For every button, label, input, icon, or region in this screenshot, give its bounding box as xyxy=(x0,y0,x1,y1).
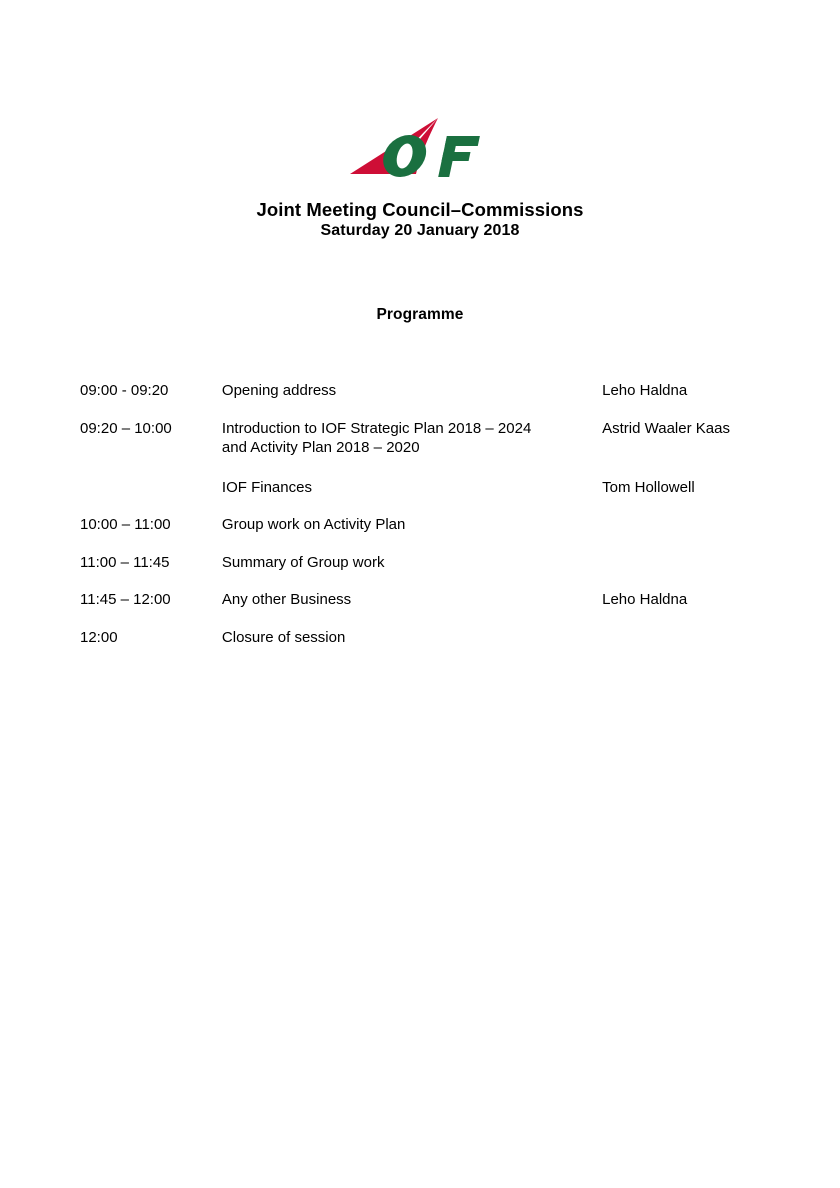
row-time: 12:00 xyxy=(80,628,118,646)
table-row xyxy=(80,478,770,498)
table-row xyxy=(80,419,770,458)
row-spacer xyxy=(80,458,770,478)
row-person xyxy=(602,515,770,535)
row-item-line1: Summary of Group work xyxy=(221,553,385,571)
logo-container xyxy=(0,112,840,184)
section-heading-programme: Programme xyxy=(376,306,464,323)
row-time: 09:00 - 09:20 xyxy=(80,382,169,399)
row-item xyxy=(222,381,602,401)
row-time: 11:45 – 12:00 xyxy=(80,591,171,608)
table-row xyxy=(80,628,770,648)
row-person: Leho Haldna xyxy=(602,591,688,608)
table-row xyxy=(80,553,770,573)
row-item xyxy=(222,478,602,498)
row-time: 10:00 – 11:00 xyxy=(80,516,171,533)
row-item xyxy=(222,419,602,458)
row-person: Astrid Waaler Kaas xyxy=(602,419,730,437)
row-spacer xyxy=(80,572,770,590)
row-item-line1: IOF Finances xyxy=(221,478,312,496)
row-item xyxy=(222,515,602,535)
row-spacer xyxy=(80,401,770,419)
table-row xyxy=(80,381,770,401)
header-block xyxy=(0,199,840,241)
row-spacer xyxy=(80,535,770,553)
row-item xyxy=(222,628,602,648)
iof-logo-graphic xyxy=(342,112,498,180)
page-title: Joint Meeting Council–Commissions xyxy=(256,199,584,220)
programme-table xyxy=(80,381,770,647)
row-spacer xyxy=(80,610,770,628)
row-spacer xyxy=(80,497,770,515)
table-row xyxy=(80,590,770,610)
row-item-line1: Group work on Activity Plan xyxy=(221,516,406,533)
row-time: 11:00 – 11:45 xyxy=(80,553,170,571)
page-subtitle: Saturday 20 January 2018 xyxy=(320,222,520,239)
iof-logo xyxy=(342,112,498,180)
row-person xyxy=(602,628,770,648)
row-person: Leho Haldna xyxy=(602,382,688,399)
row-item-line1: Opening address xyxy=(221,382,337,399)
row-person: Tom Hollowell xyxy=(602,478,695,496)
row-item-line1: Closure of session xyxy=(221,628,346,646)
row-time: 09:20 – 10:00 xyxy=(80,419,172,437)
logo-letter-o xyxy=(379,135,430,177)
logo-letter-f xyxy=(438,136,480,177)
row-item-line1: Any other Business xyxy=(221,591,352,608)
row-time xyxy=(80,478,222,498)
table-row xyxy=(80,515,770,535)
row-item-line2: and Activity Plan 2018 – 2020 xyxy=(221,439,420,456)
row-item-line1: Introduction to IOF Strategic Plan 2018 – 2024 xyxy=(221,419,532,437)
row-item xyxy=(222,590,602,610)
row-person xyxy=(602,553,770,573)
row-item xyxy=(222,553,602,573)
